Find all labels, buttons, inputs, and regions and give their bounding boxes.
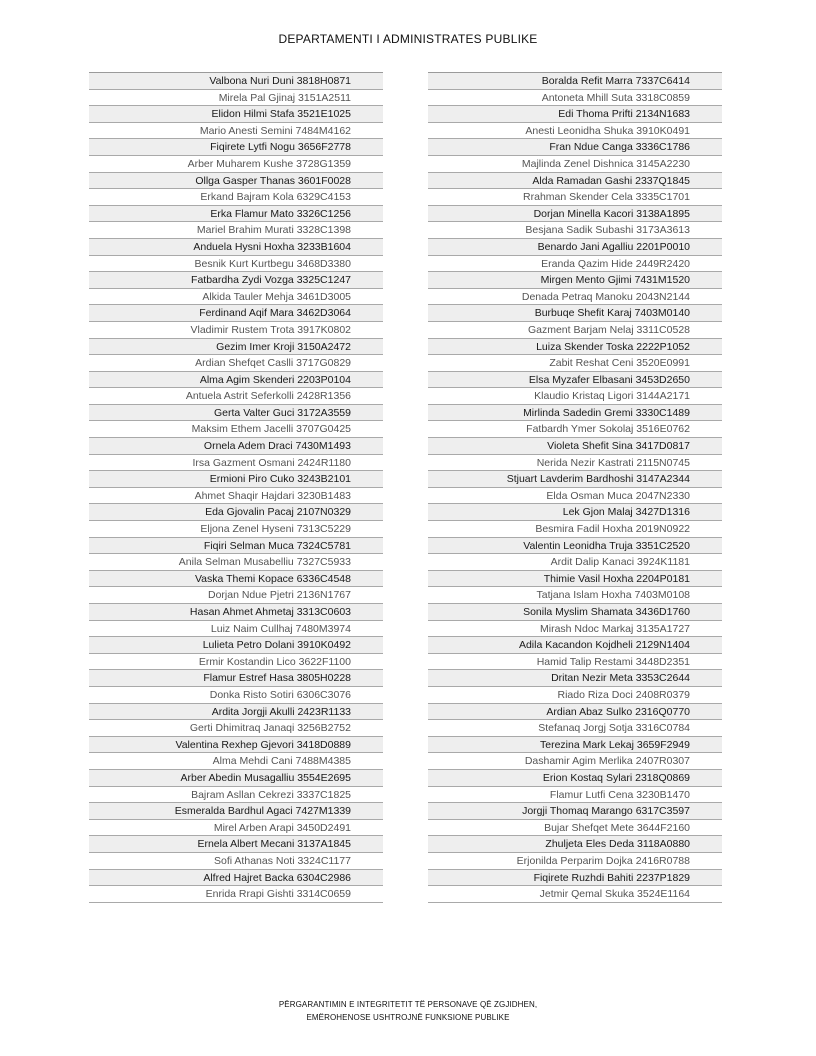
list-item: Klaudio Kristaq Ligori 3144A2171 (428, 388, 722, 405)
list-item: Besmira Fadil Hoxha 2019N0922 (428, 521, 722, 538)
list-item: Benardo Jani Agalliu 2201P0010 (428, 239, 722, 256)
list-item: Mirela Pal Gjinaj 3151A2511 (89, 90, 383, 107)
left-name-list (89, 72, 383, 903)
list-item: Erjonilda Perparim Dojka 2416R0788 (428, 853, 722, 870)
list-item: Besjana Sadik Subashi 3173A3613 (428, 222, 722, 239)
list-item: Alfred Hajret Backa 6304C2986 (89, 870, 383, 887)
list-item: Ardian Abaz Sulko 2316Q0770 (428, 704, 722, 721)
list-item: Mirlinda Sadedin Gremi 3330C1489 (428, 405, 722, 422)
list-item: Ardita Jorgji Akulli 2423R1133 (89, 704, 383, 721)
list-item: Elidon Hilmi Stafa 3521E1025 (89, 106, 383, 123)
list-item: Antuela Astrit Seferkolli 2428R1356 (89, 388, 383, 405)
list-item: Jetmir Qemal Skuka 3524E1164 (428, 886, 722, 903)
list-item: Stefanaq Jorgj Sotja 3316C0784 (428, 720, 722, 737)
list-item: Erkand Bajram Kola 6329C4153 (89, 189, 383, 206)
list-item: Anduela Hysni Hoxha 3233B1604 (89, 239, 383, 256)
list-item: Nerida Nezir Kastrati 2115N0745 (428, 455, 722, 472)
list-item: Ardian Shefqet Caslli 3717G0829 (89, 355, 383, 372)
list-item: Arber Muharem Kushe 3728G1359 (89, 156, 383, 173)
list-item: Ardit Dalip Kanaci 3924K1181 (428, 554, 722, 571)
list-item: Ahmet Shaqir Hajdari 3230B1483 (89, 488, 383, 505)
list-item: Ornela Adem Draci 7430M1493 (89, 438, 383, 455)
list-item: Gerta Valter Guci 3172A3559 (89, 405, 383, 422)
list-item: Mirgen Mento Gjimi 7431M1520 (428, 272, 722, 289)
list-item: Elsa Myzafer Elbasani 3453D2650 (428, 372, 722, 389)
list-item: Luiza Skender Toska 2222P1052 (428, 339, 722, 356)
list-item: Erka Flamur Mato 3326C1256 (89, 206, 383, 223)
list-item: Eljona Zenel Hyseni 7313C5229 (89, 521, 383, 538)
list-item: Hamid Talip Restami 3448D2351 (428, 654, 722, 671)
list-item: Valentina Rexhep Gjevori 3418D0889 (89, 737, 383, 754)
list-item: Ermioni Piro Cuko 3243B2101 (89, 471, 383, 488)
right-name-list (428, 72, 722, 903)
list-item: Bujar Shefqet Mete 3644F2160 (428, 820, 722, 837)
footer (0, 998, 816, 1024)
list-item: Besnik Kurt Kurtbegu 3468D3380 (89, 256, 383, 273)
list-item: Esmeralda Bardhul Agaci 7427M1339 (89, 803, 383, 820)
list-item: Ferdinand Aqif Mara 3462D3064 (89, 305, 383, 322)
list-item: Anila Selman Musabelliu 7327C5933 (89, 554, 383, 571)
list-item: Burbuqe Shefit Karaj 7403M0140 (428, 305, 722, 322)
list-item: Dashamir Agim Merlika 2407R0307 (428, 753, 722, 770)
list-item: Terezina Mark Lekaj 3659F2949 (428, 737, 722, 754)
list-item: Flamur Lutfi Cena 3230B1470 (428, 787, 722, 804)
list-item: Jorgji Thomaq Marango 6317C3597 (428, 803, 722, 820)
list-item: Mirel Arben Arapi 3450D2491 (89, 820, 383, 837)
list-item: Alma Mehdi Cani 7488M4385 (89, 753, 383, 770)
list-item: Enrida Rrapi Gishti 3314C0659 (89, 886, 383, 903)
list-item: Eranda Qazim Hide 2449R2420 (428, 256, 722, 273)
list-item: Lek Gjon Malaj 3427D1316 (428, 504, 722, 521)
list-item: Alda Ramadan Gashi 2337Q1845 (428, 173, 722, 190)
list-item: Dritan Nezir Meta 3353C2644 (428, 670, 722, 687)
list-item: Boralda Refit Marra 7337C6414 (428, 73, 722, 90)
list-item: Alma Agim Skenderi 2203P0104 (89, 372, 383, 389)
list-item: Vaska Themi Kopace 6336C4548 (89, 571, 383, 588)
list-item: Ollga Gasper Thanas 3601F0028 (89, 173, 383, 190)
list-item: Dorjan Minella Kacori 3138A1895 (428, 206, 722, 223)
list-item: Gazment Barjam Nelaj 3311C0528 (428, 322, 722, 339)
list-item: Fiqiri Selman Muca 7324C5781 (89, 538, 383, 555)
footer-line-2: EMËROHENOSE USHTROJNË FUNKSIONE PUBLIKE (306, 1013, 510, 1022)
list-item: Zabit Reshat Ceni 3520E0991 (428, 355, 722, 372)
list-item: Mirash Ndoc Markaj 3135A1727 (428, 621, 722, 638)
list-item: Edi Thoma Prifti 2134N1683 (428, 106, 722, 123)
list-item: Vladimir Rustem Trota 3917K0802 (89, 322, 383, 339)
list-item: Majlinda Zenel Dishnica 3145A2230 (428, 156, 722, 173)
list-item: Flamur Estref Hasa 3805H0228 (89, 670, 383, 687)
list-item: Sonila Myslim Shamata 3436D1760 (428, 604, 722, 621)
list-item: Zhuljeta Eles Deda 3118A0880 (428, 836, 722, 853)
list-item: Sofi Athanas Noti 3324C1177 (89, 853, 383, 870)
list-item: Mario Anesti Semini 7484M4162 (89, 123, 383, 140)
list-item: Fiqirete Ruzhdi Bahiti 2237P1829 (428, 870, 722, 887)
list-item: Fatbardh Ymer Sokolaj 3516E0762 (428, 421, 722, 438)
list-item: Fran Ndue Canga 3336C1786 (428, 139, 722, 156)
list-item: Fiqirete Lytfi Nogu 3656F2778 (89, 139, 383, 156)
list-item: Donka Risto Sotiri 6306C3076 (89, 687, 383, 704)
list-item: Thimie Vasil Hoxha 2204P0181 (428, 571, 722, 588)
list-item: Antoneta Mhill Suta 3318C0859 (428, 90, 722, 107)
list-item: Fatbardha Zydi Vozga 3325C1247 (89, 272, 383, 289)
list-item: Tatjana Islam Hoxha 7403M0108 (428, 587, 722, 604)
list-item: Arber Abedin Musagalliu 3554E2695 (89, 770, 383, 787)
list-item: Gerti Dhimitraq Janaqi 3256B2752 (89, 720, 383, 737)
list-item: Eda Gjovalin Pacaj 2107N0329 (89, 504, 383, 521)
list-item: Erion Kostaq Sylari 2318Q0869 (428, 770, 722, 787)
list-item: Bajram Asllan Cekrezi 3337C1825 (89, 787, 383, 804)
list-item: Elda Osman Muca 2047N2330 (428, 488, 722, 505)
list-item: Ermir Kostandin Lico 3622F1100 (89, 654, 383, 671)
list-item: Ernela Albert Mecani 3137A1845 (89, 836, 383, 853)
list-item: Maksim Ethem Jacelli 3707G0425 (89, 421, 383, 438)
list-item: Mariel Brahim Murati 3328C1398 (89, 222, 383, 239)
list-item: Lulieta Petro Dolani 3910K0492 (89, 637, 383, 654)
list-item: Rrahman Skender Cela 3335C1701 (428, 189, 722, 206)
list-item: Adila Kacandon Kojdheli 2129N1404 (428, 637, 722, 654)
list-item: Anesti Leonidha Shuka 3910K0491 (428, 123, 722, 140)
list-item: Luiz Naim Cullhaj 7480M3974 (89, 621, 383, 638)
list-item: Gezim Imer Kroji 3150A2472 (89, 339, 383, 356)
list-item: Dorjan Ndue Pjetri 2136N1767 (89, 587, 383, 604)
list-item: Hasan Ahmet Ahmetaj 3313C0603 (89, 604, 383, 621)
list-item: Valbona Nuri Duni 3818H0871 (89, 73, 383, 90)
list-item: Denada Petraq Manoku 2043N2144 (428, 289, 722, 306)
list-item: Violeta Shefit Sina 3417D0817 (428, 438, 722, 455)
list-item: Valentin Leonidha Truja 3351C2520 (428, 538, 722, 555)
footer-line-1: PËRGARANTIMIN E INTEGRITETIT TË PERSONAVE QË ZGJIDHEN, (278, 1000, 538, 1009)
list-item: Stjuart Lavderim Bardhoshi 3147A2344 (428, 471, 722, 488)
list-item: Alkida Tauler Mehja 3461D3005 (89, 289, 383, 306)
list-item: Irsa Gazment Osmani 2424R1180 (89, 455, 383, 472)
list-item: Riado Riza Doci 2408R0379 (428, 687, 722, 704)
page-title: DEPARTAMENTI I ADMINISTRATES PUBLIKE (278, 32, 538, 46)
